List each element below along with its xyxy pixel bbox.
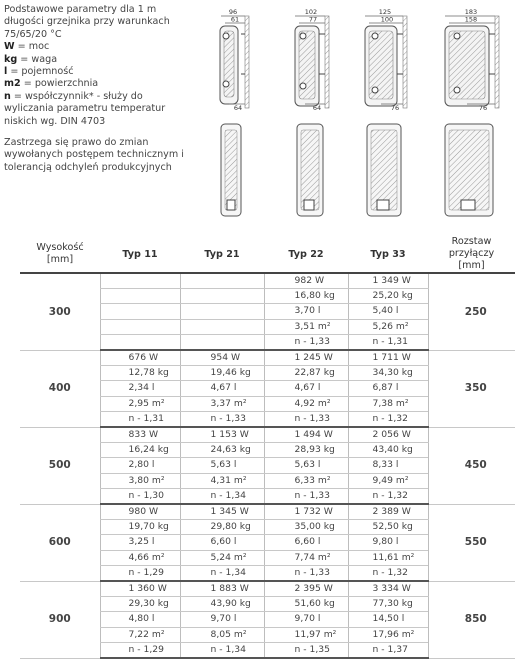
legend-w: W = moc	[4, 41, 50, 53]
table-cell: n - 1,33	[264, 334, 348, 350]
type21-cross-section	[297, 124, 323, 216]
table-cell: 1 494 W	[264, 427, 348, 443]
table-cell: 29,80 kg	[180, 520, 264, 535]
table-row	[20, 581, 515, 597]
table-header-row	[20, 236, 515, 273]
height-value: 600	[20, 504, 100, 581]
intro-text	[4, 4, 184, 174]
spec-table-body	[20, 273, 515, 658]
col-spacing-header: Rozstaw przyłączy [mm]	[428, 236, 515, 273]
table-cell: 833 W	[100, 427, 180, 443]
table-cell: 8,33 l	[348, 458, 428, 473]
disclaimer-note: Zastrzega się prawo do zmian wywołanych postępem technicznym i tolerancją odchyleń produkcyjnych	[4, 137, 184, 173]
table-cell: 22,87 kg	[264, 366, 348, 381]
table-cell	[180, 334, 264, 350]
table-cell: 980 W	[100, 504, 180, 520]
table-cell: 6,60 l	[180, 535, 264, 550]
table-cell: 5,63 l	[264, 458, 348, 473]
table-cell: 11,61 m²	[348, 550, 428, 565]
table-cell	[100, 289, 180, 304]
legend-n: n = współczynnik* - służy do wyliczania parametru temperatur niskich wg. DIN 4703	[4, 90, 166, 127]
type22-outer-dim: 125	[378, 8, 392, 16]
table-cell	[100, 273, 180, 289]
table-cell: 28,93 kg	[264, 443, 348, 458]
table-cell: n - 1,32	[348, 488, 428, 504]
height-value: 400	[20, 350, 100, 427]
table-cell: 24,63 kg	[180, 443, 264, 458]
col-type33-header: Typ 33	[348, 236, 428, 273]
params-heading: Podstawowe parametry dla 1 m długości grzejnika przy warunkach 75/65/20 °C	[4, 4, 170, 40]
table-cell: n - 1,33	[264, 488, 348, 504]
height-value: 900	[20, 581, 100, 658]
table-cell: 12,78 kg	[100, 366, 180, 381]
type22-bottom-dim: 76	[390, 104, 400, 112]
type11-side-diagram	[220, 8, 249, 112]
table-cell: 14,50 l	[348, 612, 428, 627]
table-cell: 6,87 l	[348, 381, 428, 396]
table-cell	[100, 304, 180, 319]
spacing-value: 350	[428, 350, 515, 427]
table-cell: 16,24 kg	[100, 443, 180, 458]
type22-side-diagram	[365, 8, 407, 112]
table-cell: 52,50 kg	[348, 520, 428, 535]
table-cell: 4,67 l	[264, 381, 348, 396]
table-cell: 35,00 kg	[264, 520, 348, 535]
legend-l: l = pojemność	[4, 66, 74, 78]
table-cell: n - 1,37	[348, 642, 428, 658]
table-cell: 4,92 m²	[264, 396, 348, 411]
table-cell	[100, 319, 180, 334]
spacing-value: 450	[428, 427, 515, 504]
table-cell: 3,80 m²	[100, 473, 180, 488]
col-type11-header: Typ 11	[100, 236, 180, 273]
table-cell: 1 153 W	[180, 427, 264, 443]
table-cell: 3,51 m²	[264, 319, 348, 334]
type33-outer-dim: 183	[464, 8, 478, 16]
type33-inner-dim: 158	[464, 15, 478, 24]
table-row	[20, 350, 515, 366]
table-cell: 4,31 m²	[180, 473, 264, 488]
type11-inner-dim: 61	[230, 15, 240, 24]
type11-cross-section	[221, 124, 241, 216]
type33-cross-section	[445, 124, 493, 216]
table-cell: 9,80 l	[348, 535, 428, 550]
table-cell: 43,90 kg	[180, 597, 264, 612]
type21-bottom-dim: 64	[312, 104, 322, 112]
table-cell: 51,60 kg	[264, 597, 348, 612]
type22-cross-section	[367, 124, 401, 216]
col-height-header: Wysokość [mm]	[20, 236, 100, 273]
table-cell: 9,49 m²	[348, 473, 428, 488]
type21-outer-dim: 102	[304, 8, 318, 16]
table-cell: n - 1,33	[264, 565, 348, 581]
table-cell: 4,80 l	[100, 612, 180, 627]
table-cell: 16,80 kg	[264, 289, 348, 304]
spec-table	[20, 236, 515, 659]
table-cell: 1 883 W	[180, 581, 264, 597]
table-cell: 25,20 kg	[348, 289, 428, 304]
table-cell: 676 W	[100, 350, 180, 366]
legend-kg: kg = waga	[4, 53, 58, 65]
type22-inner-dim: 100	[380, 15, 394, 24]
table-cell: 4,67 l	[180, 381, 264, 396]
table-cell: 34,30 kg	[348, 366, 428, 381]
table-cell: 6,60 l	[264, 535, 348, 550]
table-cell: 954 W	[180, 350, 264, 366]
table-cell: 2,34 l	[100, 381, 180, 396]
spacing-value: 550	[428, 504, 515, 581]
table-cell	[180, 319, 264, 334]
table-cell: 7,22 m²	[100, 627, 180, 642]
table-cell: 77,30 kg	[348, 597, 428, 612]
table-cell: 6,33 m²	[264, 473, 348, 488]
type11-outer-dim: 96	[228, 8, 238, 16]
spacing-value: 850	[428, 581, 515, 658]
col-type21-header: Typ 21	[180, 236, 264, 273]
table-cell: 2,80 l	[100, 458, 180, 473]
table-cell: 8,05 m²	[180, 627, 264, 642]
table-cell: 9,70 l	[180, 612, 264, 627]
col-type22-header: Typ 22	[264, 236, 348, 273]
table-cell: 3,37 m²	[180, 396, 264, 411]
table-cell: n - 1,33	[180, 411, 264, 427]
table-cell: n - 1,31	[100, 411, 180, 427]
table-cell: 2 056 W	[348, 427, 428, 443]
table-cell: 3,25 l	[100, 535, 180, 550]
table-cell: 2 389 W	[348, 504, 428, 520]
table-cell: n - 1,30	[100, 488, 180, 504]
table-cell: 1 360 W	[100, 581, 180, 597]
table-cell: 4,66 m²	[100, 550, 180, 565]
type11-bottom-dim: 64	[233, 104, 243, 112]
table-cell: 3,70 l	[264, 304, 348, 319]
table-row	[20, 273, 515, 289]
table-row	[20, 504, 515, 520]
table-cell: n - 1,34	[180, 642, 264, 658]
table-cell: 5,24 m²	[180, 550, 264, 565]
height-value: 300	[20, 273, 100, 350]
table-cell: 2,95 m²	[100, 396, 180, 411]
type21-side-diagram	[295, 8, 329, 112]
table-cell	[180, 273, 264, 289]
type33-side-diagram	[445, 8, 499, 112]
table-cell: 1 245 W	[264, 350, 348, 366]
table-cell: 1 711 W	[348, 350, 428, 366]
table-cell: 43,40 kg	[348, 443, 428, 458]
table-cell: 1 345 W	[180, 504, 264, 520]
table-cell: n - 1,31	[348, 334, 428, 350]
table-cell: 3 334 W	[348, 581, 428, 597]
table-cell: n - 1,34	[180, 488, 264, 504]
radiator-diagrams	[205, 4, 525, 226]
table-cell: n - 1,34	[180, 565, 264, 581]
table-cell: n - 1,32	[348, 565, 428, 581]
table-cell: 982 W	[264, 273, 348, 289]
table-cell: 7,38 m²	[348, 396, 428, 411]
table-cell	[100, 334, 180, 350]
table-cell	[180, 304, 264, 319]
type33-bottom-dim: 76	[478, 104, 488, 112]
table-cell: 11,97 m²	[264, 627, 348, 642]
table-cell: 29,30 kg	[100, 597, 180, 612]
table-row	[20, 427, 515, 443]
table-cell: 7,74 m²	[264, 550, 348, 565]
table-cell	[180, 289, 264, 304]
table-cell: n - 1,33	[264, 411, 348, 427]
table-cell: 5,63 l	[180, 458, 264, 473]
type21-inner-dim: 77	[308, 15, 318, 24]
spacing-value: 250	[428, 273, 515, 350]
table-cell: 17,96 m²	[348, 627, 428, 642]
table-cell: 5,40 l	[348, 304, 428, 319]
table-cell: 19,46 kg	[180, 366, 264, 381]
table-cell: n - 1,29	[100, 565, 180, 581]
table-cell: n - 1,32	[348, 411, 428, 427]
table-cell: 1 732 W	[264, 504, 348, 520]
table-cell: 9,70 l	[264, 612, 348, 627]
table-cell: 2 395 W	[264, 581, 348, 597]
legend-m2: m2 = powierzchnia	[4, 78, 99, 90]
table-cell: n - 1,29	[100, 642, 180, 658]
table-cell: 19,70 kg	[100, 520, 180, 535]
table-cell: 5,26 m²	[348, 319, 428, 334]
height-value: 500	[20, 427, 100, 504]
table-cell: n - 1,35	[264, 642, 348, 658]
table-cell: 1 349 W	[348, 273, 428, 289]
